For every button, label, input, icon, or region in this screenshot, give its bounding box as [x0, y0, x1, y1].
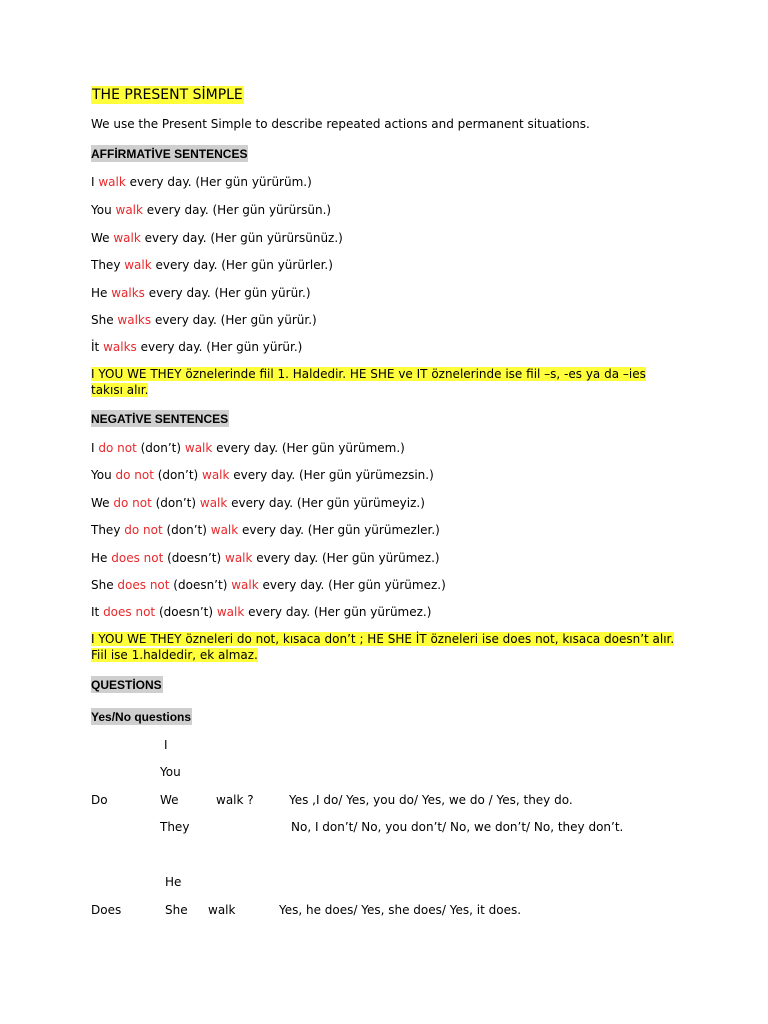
- affirmative-sentence: İt walks every day. (Her gün yürür.): [91, 340, 303, 354]
- auxiliary: do not: [124, 523, 163, 537]
- auxiliary: do not: [113, 496, 152, 510]
- affirmative-sentence: He walks every day. (Her gün yürür.): [91, 286, 311, 300]
- verb: walk: [231, 578, 259, 592]
- questions-heading: QUESTİONS: [91, 678, 162, 692]
- negative-sentence: We do not (don’t) walk every day. (Her gün yürümeyiz.): [91, 496, 425, 510]
- verb: walk: [202, 468, 230, 482]
- auxiliary: do not: [115, 468, 154, 482]
- affirmative-sentence: They walk every day. (Her gün yürürler.): [91, 258, 333, 272]
- auxiliary: does not: [117, 578, 170, 592]
- affirmative-sentence: She walks every day. (Her gün yürür.): [91, 313, 317, 327]
- verb: walks: [111, 286, 145, 300]
- does-auxiliary: Does: [91, 903, 122, 917]
- verb: walk: [98, 175, 126, 189]
- verb: walks: [117, 313, 152, 327]
- do-subject: I: [164, 738, 168, 752]
- negative-sentence: I do not (don’t) walk every day. (Her gün yürümem.): [91, 441, 405, 455]
- do-subject: You: [160, 765, 181, 779]
- do-subject: We: [160, 793, 179, 807]
- negative-sentence: You do not (don’t) walk every day. (Her gün yürümezsin.): [91, 468, 434, 482]
- auxiliary: do not: [98, 441, 137, 455]
- verb: walk: [210, 523, 239, 537]
- page-title: THE PRESENT SİMPLE: [92, 87, 243, 103]
- negative-sentence: It does not (doesn’t) walk every day. (Her gün yürümez.): [91, 605, 432, 619]
- do-subject: They: [160, 820, 190, 834]
- negative-sentence: He does not (doesn’t) walk every day. (Her gün yürümez.): [91, 551, 440, 565]
- verb: walks: [103, 340, 137, 354]
- auxiliary: does not: [103, 605, 156, 619]
- verb: walk: [199, 496, 228, 510]
- verb: walk: [113, 231, 141, 245]
- affirmative-heading: AFFİRMATİVE SENTENCES: [91, 147, 248, 161]
- does-subject: He: [165, 875, 182, 889]
- do-no-answer: No, I don’t/ No, you don’t/ No, we don’t/ No, they don’t.: [291, 820, 624, 834]
- affirmative-note: I YOU WE THEY öznelerinde fiil 1. Haldedir. HE SHE ve IT öznelerinde ise fiil –s, -es ya da –ies takısı alır.: [91, 367, 646, 397]
- affirmative-sentence: You walk every day. (Her gün yürürsün.): [91, 203, 332, 217]
- do-auxiliary: Do: [91, 793, 108, 807]
- verb: walk: [184, 441, 213, 455]
- affirmative-sentence: I walk every day. (Her gün yürürüm.): [91, 175, 312, 189]
- negative-note: I YOU WE THEY özneleri do not, kısaca don’t ; HE SHE İT özneleri ise does not, kısaca doesn’t alır. Fiil ise 1.haldedir, ek almaz.: [91, 632, 675, 662]
- does-subject: She: [165, 903, 188, 917]
- negative-sentence: She does not (doesn’t) walk every day. (Her gün yürümez.): [91, 578, 446, 592]
- auxiliary: does not: [111, 551, 164, 565]
- verb: walk: [115, 203, 143, 217]
- do-verb: walk ?: [216, 793, 254, 807]
- affirmative-sentence: We walk every day. (Her gün yürürsünüz.): [91, 231, 343, 245]
- verb: walk: [216, 605, 245, 619]
- does-yes-answer: Yes, he does/ Yes, she does/ Yes, it does.: [279, 903, 522, 917]
- does-verb: walk: [208, 903, 236, 917]
- verb: walk: [124, 258, 152, 272]
- verb: walk: [225, 551, 253, 565]
- negative-heading: NEGATİVE SENTENCES: [91, 412, 229, 426]
- do-yes-answer: Yes ,I do/ Yes, you do/ Yes, we do / Yes, they do.: [289, 793, 573, 807]
- negative-sentence: They do not (don’t) walk every day. (Her gün yürümezler.): [91, 523, 440, 537]
- yes-no-subheading: Yes/No questions: [91, 710, 192, 724]
- intro-text: We use the Present Simple to describe repeated actions and permanent situations.: [91, 117, 590, 131]
